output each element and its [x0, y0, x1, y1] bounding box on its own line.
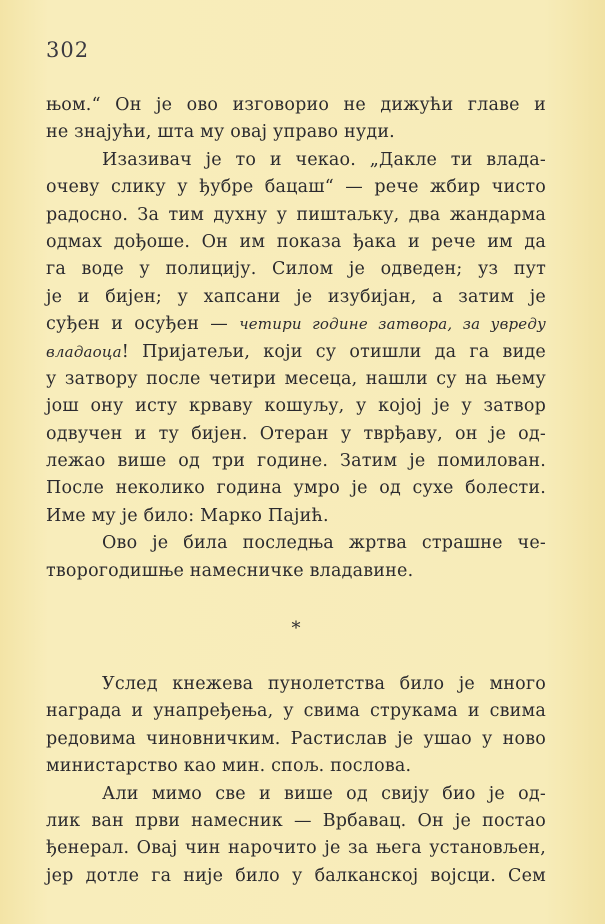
- text-line: Али мимо све и више од свију био је од-: [102, 783, 546, 804]
- text-fragment: ! Пријатељи, који су отишли да га виде: [121, 341, 546, 362]
- text-line: Услед кнежева пунолетства било је много: [102, 674, 546, 695]
- text-line: га воде у полицију. Силом је одведен; уз пут: [46, 259, 546, 280]
- text-line: ђенерал. Овај чин нарочито је за њега установљен,: [46, 838, 546, 859]
- text-line: творогодишње намесничке владавине.: [46, 560, 414, 581]
- text-line: Ово је била последња жртва страшне че-: [102, 533, 546, 554]
- body-text: [46, 92, 546, 890]
- text-line: лежао више од три године. Затим је помилован.: [46, 451, 546, 472]
- text-line: још ону исту крваву кошуљу, у којој је у затвор: [46, 396, 546, 417]
- text-line: не знајући, шта му овај управо нуди.: [46, 122, 395, 143]
- text-line: очеву слику у ђубре бацаш“ — рече жбир чисто: [46, 177, 546, 198]
- text-line: [46, 339, 546, 366]
- italic-phrase: четири године затвора, за увреду: [239, 315, 546, 334]
- text-line: награда и унапређења, у свима струкама и свима: [46, 701, 546, 722]
- text-line: јер дотле га није било у балканској војсци. Сем: [46, 865, 546, 886]
- text-line: После неколико година умро је од сухе болести.: [46, 478, 546, 499]
- text-line: Име му је било: Марко Пајић.: [46, 505, 329, 526]
- text-line: лик ван први намесник — Врбавац. Он је постао: [46, 810, 546, 831]
- text-line: одвучен и ту бијен. Отеран у тврђаву, он је од-: [46, 423, 546, 444]
- text-line: одмах дођоше. Он им показа ђака и рече им да: [46, 231, 546, 252]
- section-separator: *: [291, 618, 301, 640]
- text-line: у затвору после четири месеца, нашли су на њему: [46, 368, 546, 389]
- text-line: је и бијен; у хапсани је изубијан, а затим је: [46, 286, 546, 307]
- italic-phrase: владаоца: [46, 342, 122, 361]
- text-line: њом.“ Он је ово изговорио не дижући главе и: [46, 95, 546, 115]
- text-line: редовима чиновничким. Растислав је ушао у ново: [46, 728, 546, 749]
- text-line: министарство као мин. спољ. послова.: [46, 756, 412, 777]
- text-line: радосно. За тим духну у пиштаљку, два жандарма: [46, 204, 546, 225]
- text-fragment: суђен и осуђен —: [46, 314, 240, 335]
- page-number: 302: [46, 38, 90, 62]
- text-line: Изазивач је то и чекао. „Дакле ти влада-: [102, 149, 546, 170]
- text-line: [46, 311, 546, 338]
